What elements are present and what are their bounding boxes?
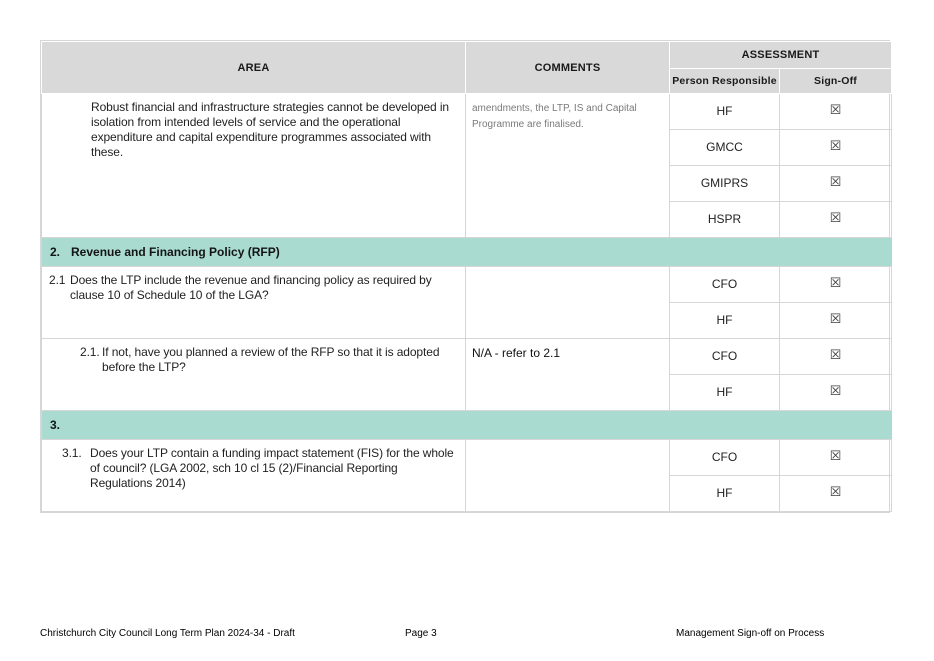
person-responsible-cell: GMIPRS <box>670 166 780 202</box>
section-heading <box>43 245 464 259</box>
person-responsible-cell: CFO <box>670 440 780 476</box>
signoff-cell <box>780 267 892 303</box>
section-filler-cell <box>780 411 892 440</box>
signoff-cell <box>780 476 892 512</box>
section-heading <box>43 418 464 432</box>
signoff-cell <box>780 375 892 411</box>
section-filler-cell <box>670 411 780 440</box>
area-cell <box>42 267 466 339</box>
person-responsible-cell: HSPR <box>670 202 780 238</box>
comments-cell <box>466 94 670 238</box>
checked-checkbox-icon: ☒ <box>829 449 842 464</box>
checked-checkbox-icon: ☒ <box>829 103 842 118</box>
person-responsible-cell: HF <box>670 375 780 411</box>
question-row <box>42 94 892 130</box>
comments-cell <box>466 339 670 411</box>
person-responsible-cell: GMCC <box>670 130 780 166</box>
checked-checkbox-icon: ☒ <box>829 312 842 327</box>
checked-checkbox-icon: ☒ <box>829 211 842 226</box>
signoff-cell <box>780 94 892 130</box>
question-text: Robust financial and infrastructure strategies cannot be developed in isolation from intended levels of service and the operational expenditure and capital expenditure programmes associated with these. <box>91 100 449 159</box>
area-cell <box>42 94 466 238</box>
column-header-comments: COMMENTS <box>466 42 670 94</box>
signoff-table <box>40 40 890 513</box>
column-header-person-responsible: Person Responsible <box>670 69 780 94</box>
question <box>49 273 460 303</box>
area-cell <box>42 339 466 411</box>
comment-text: N/A - refer to 2.1 <box>472 346 561 360</box>
section-title-cell <box>42 411 466 440</box>
footer-page-number: Page 3 <box>405 628 437 639</box>
comments-cell <box>466 440 670 512</box>
signoff-cell <box>780 303 892 339</box>
section-title-cell <box>42 238 466 267</box>
question-number: 3.1. <box>62 446 82 460</box>
signoff-cell <box>780 440 892 476</box>
checked-checkbox-icon: ☒ <box>829 276 842 291</box>
question-text: Does your LTP contain a funding impact statement (FIS) for the whole of council? (LGA 2002, sch 10 cl 15 (2)/Financial Reporting Regulations 2014) <box>90 446 454 490</box>
question-row <box>42 267 892 303</box>
section-number: 3. <box>50 418 61 432</box>
footer-document-title: Christchurch City Council Long Term Plan 2024-34 - Draft <box>40 628 295 639</box>
column-header-assessment: ASSESSMENT <box>670 42 892 69</box>
signoff-cell <box>780 202 892 238</box>
question <box>49 100 460 160</box>
signoff-cell <box>780 166 892 202</box>
question <box>62 446 460 491</box>
section-row <box>42 411 892 440</box>
footer-document-section: Management Sign-off on Process <box>676 628 825 639</box>
table-body <box>42 94 892 512</box>
section-title: Revenue and Financing Policy (RFP) <box>71 245 280 259</box>
person-responsible-cell: HF <box>670 303 780 339</box>
question <box>80 345 460 375</box>
question-text: If not, have you planned a review of the RFP so that it is adopted before the LTP? <box>102 345 440 374</box>
comments-cell <box>466 267 670 339</box>
checked-checkbox-icon: ☒ <box>829 485 842 500</box>
section-filler-cell <box>466 411 670 440</box>
person-responsible-cell: HF <box>670 476 780 512</box>
checked-checkbox-icon: ☒ <box>829 139 842 154</box>
question-number: 2.1 <box>49 273 66 287</box>
column-header-sign-off: Sign-Off <box>780 69 892 94</box>
person-responsible-cell: CFO <box>670 267 780 303</box>
section-filler-cell <box>466 238 670 267</box>
area-cell <box>42 440 466 512</box>
question-row <box>42 339 892 375</box>
column-header-area: AREA <box>42 42 466 94</box>
person-responsible-cell: HF <box>670 94 780 130</box>
question-text: Does the LTP include the revenue and financing policy as required by clause 10 of Schedule 10 of the LGA? <box>70 273 432 302</box>
question-row <box>42 440 892 476</box>
signoff-cell <box>780 130 892 166</box>
checked-checkbox-icon: ☒ <box>829 175 842 190</box>
section-filler-cell <box>780 238 892 267</box>
section-filler-cell <box>670 238 780 267</box>
comment-text: amendments, the LTP, IS and Capital Programme are finalised. <box>472 103 637 130</box>
question-number: 2.1. <box>80 345 100 359</box>
table-header <box>42 42 892 94</box>
signoff-cell <box>780 339 892 375</box>
checked-checkbox-icon: ☒ <box>829 384 842 399</box>
checked-checkbox-icon: ☒ <box>829 348 842 363</box>
section-row <box>42 238 892 267</box>
section-number: 2. <box>50 245 61 259</box>
person-responsible-cell: CFO <box>670 339 780 375</box>
